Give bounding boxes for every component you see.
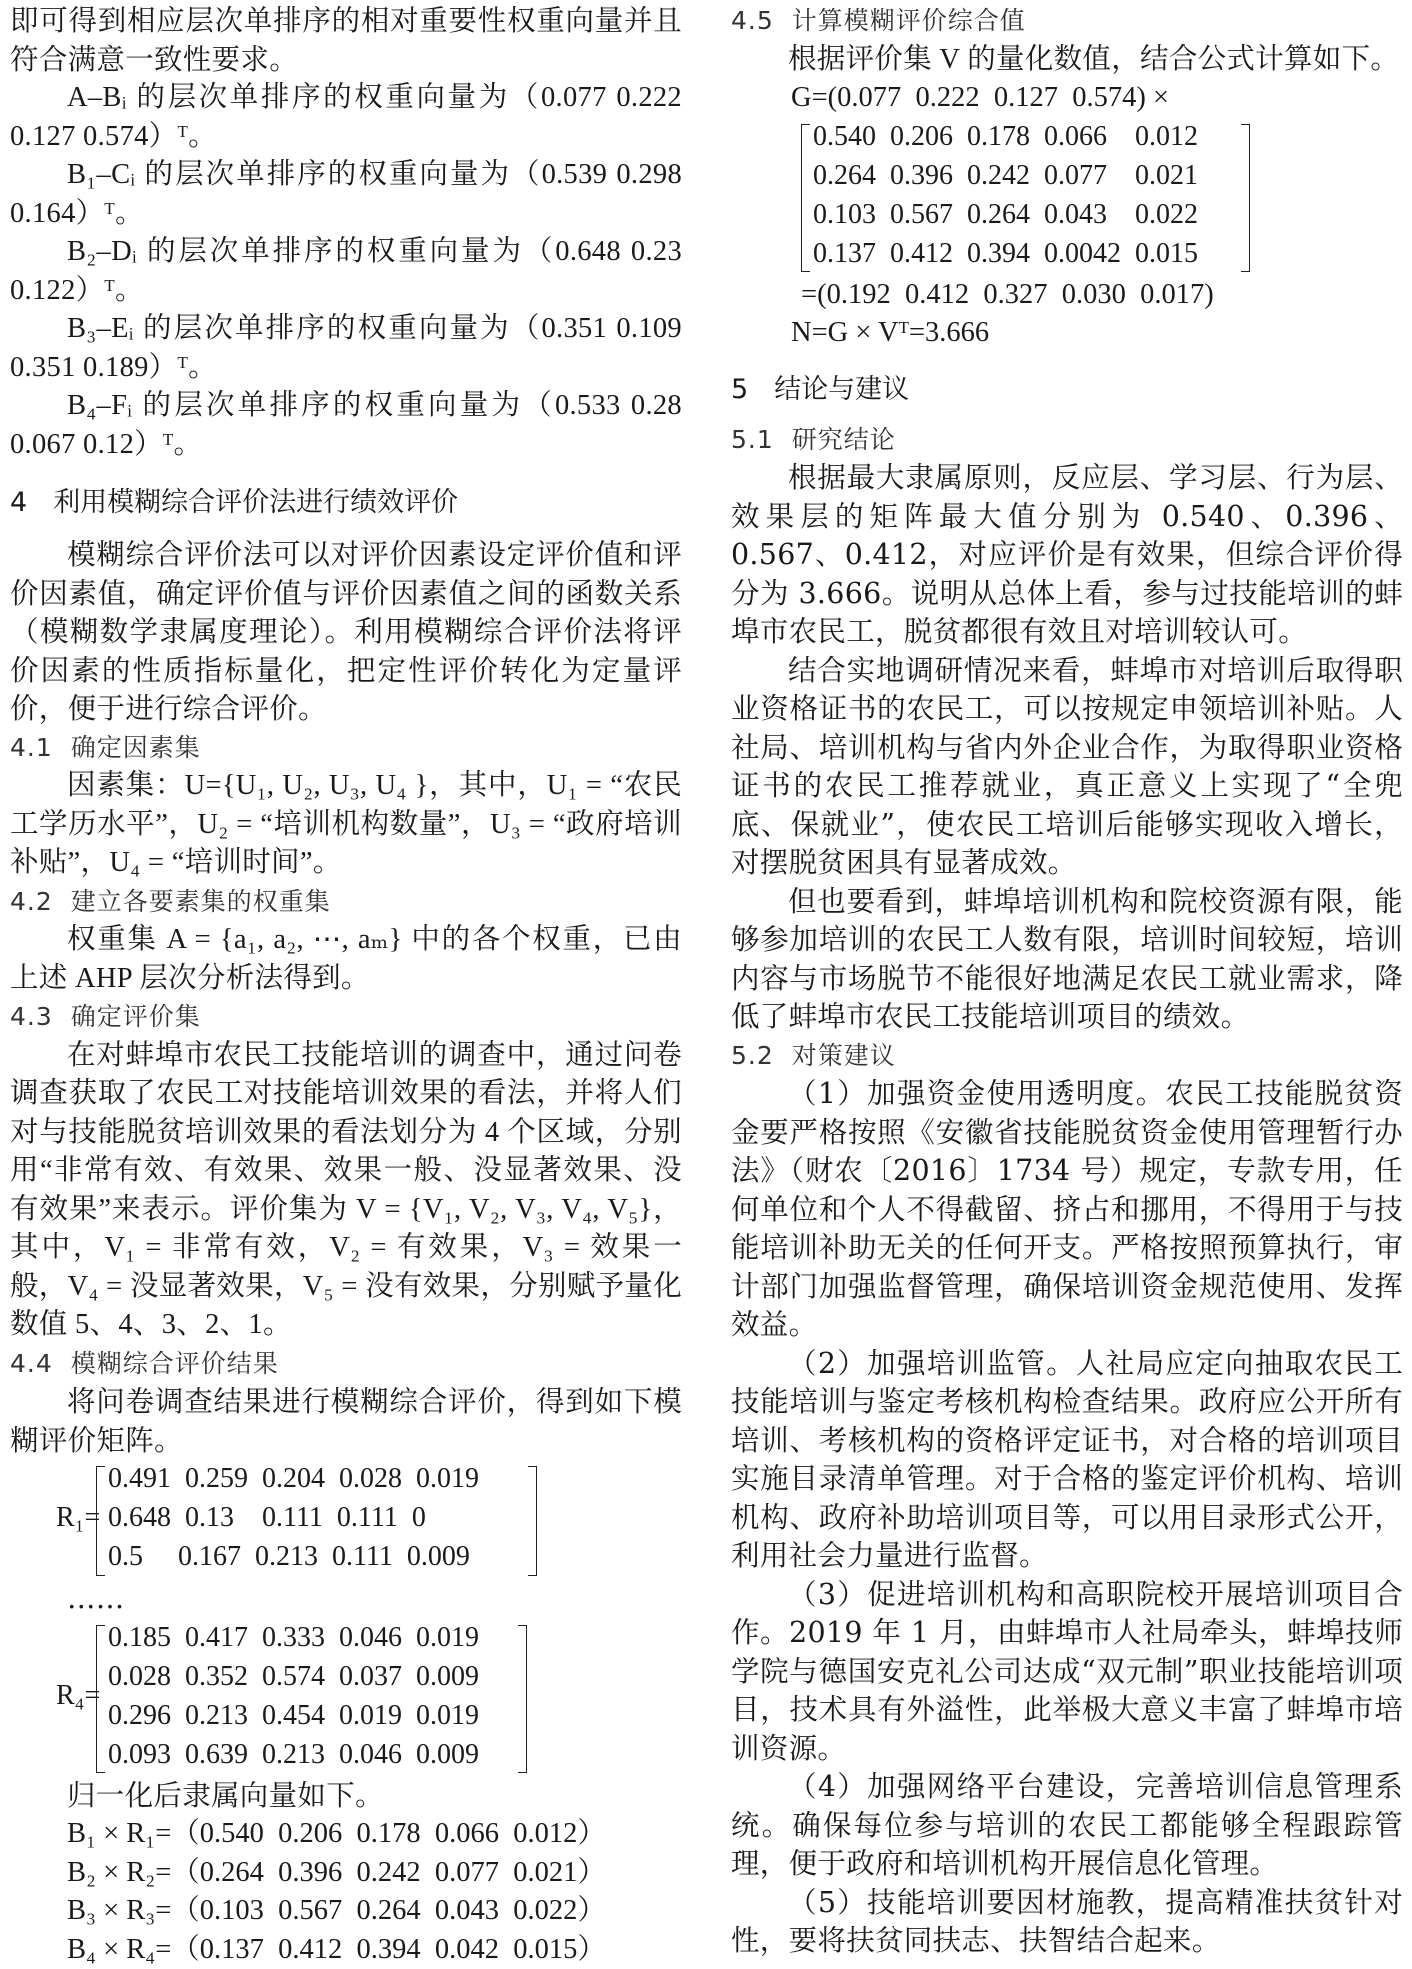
matrix-g: [731, 118, 1403, 276]
matrix-r4-row: 0.185 0.417 0.333 0.046 0.019: [108, 1619, 479, 1658]
matrix-g-row: 0.103 0.567 0.264 0.043 0.022: [813, 196, 1198, 235]
left-column: [10, 0, 682, 1969]
membership-vector-b2: B₂ × R₂=（0.264 0.396 0.242 0.077 0.021）: [10, 1854, 682, 1893]
matrix-r4-row: 0.296 0.213 0.454 0.019 0.019: [108, 1697, 479, 1736]
n-result-line: N=G × Vᵀ=3.666: [731, 314, 1403, 353]
section-5-2-heading: 5.2 对策建议: [731, 1037, 1403, 1076]
weight-vector-b3-e: B₃–Eᵢ 的层次单排序的权重向量为（0.351 0.109 0.351 0.189）ᵀ。: [10, 310, 682, 387]
matrix-g-row: 0.137 0.412 0.394 0.0042 0.015: [813, 235, 1198, 274]
section-5-1-paragraph-1: 根据最大隶属原则，反应层、学习层、行为层、效果层的矩阵最大值分别为 0.540、0.396、0.567、0.412，对应评价是有效果，但综合评价得分为 3.666。说明从总体上看，参与过技能培训的蚌埠市农民工，脱贫都很有效且对培训较认可。: [731, 459, 1403, 652]
matrix-r1-row: 0.491 0.259 0.204 0.028 0.019: [108, 1460, 479, 1499]
membership-vector-b4: B₄ × R₄=（0.137 0.412 0.394 0.042 0.015）: [10, 1931, 682, 1969]
section-4-2-heading: 4.2 建立各要素集的权重集: [10, 883, 682, 922]
membership-vector-b3: B₃ × R₃=（0.103 0.567 0.264 0.043 0.022）: [10, 1892, 682, 1931]
recommendation-1: （1）加强资金使用透明度。农民工技能脱贫资金要严格按照《安徽省技能脱贫资金使用管理暂行办法》（财农〔2016〕1734 号）规定，专款专用，任何单位和个人不得截留、挤占和挪用，不得用于与技能培训补助无关的任何开支。严格按照预算执行，审计部门加强监督管理，确保培训资金规范使用、发挥效益。: [731, 1075, 1403, 1345]
matrix-r4-row: 0.093 0.639 0.213 0.046 0.009: [108, 1736, 479, 1775]
recommendation-3: （3）促进培训机构和高职院校开展培训项目合作。2019 年 1 月，由蚌埠市人社局牵头，蚌埠技师学院与德国安克礼公司达成“双元制”职业技能培训项目，技术具有外溢性，此举极大意义丰富了蚌埠市培训资源。: [731, 1576, 1403, 1769]
weight-vector-a-b: A–Bᵢ 的层次单排序的权重向量为（0.077 0.222 0.127 0.574）ᵀ。: [10, 79, 682, 156]
section-5-1-paragraph-3: 但也要看到，蚌埠培训机构和院校资源有限，能够参加培训的农民工人数有限，培训时间较短，培训内容与市场脱节不能很好地满足农民工就业需求，降低了蚌埠市农民工技能培训项目的绩效。: [731, 883, 1403, 1037]
matrix-r1-label: R₁=: [56, 1499, 100, 1538]
weight-vector-b1-c: B₁–Cᵢ 的层次单排序的权重向量为（0.539 0.298 0.164）ᵀ。: [10, 156, 682, 233]
ellipsis: ……: [10, 1580, 682, 1619]
matrix-r1-row: 0.648 0.13 0.111 0.111 0: [108, 1499, 426, 1538]
section-4-3-paragraph: 在对蚌埠市农民工技能培训的调查中，通过问卷调查获取了农民工对技能培训效果的看法，并将人们对与技能脱贫培训效果的看法划分为 4 个区域，分别用“非常有效、有效果、效果一般、没显著效果、没有效果”来表示。评价集为 V = {V₁, V₂, V₃, V₄, V₅}，其中，V₁ = 非常有效，V₂ = 有效果，V₃ = 效果一般，V₄ = 没显著效果，V₅ = 没有效果，分别赋予量化数值 5、4、3、2、1。: [10, 1037, 682, 1345]
matrix-r4-left-bracket: [96, 1625, 105, 1773]
weight-vector-b4-f: B₄–Fᵢ 的层次单排序的权重向量为（0.533 0.28 0.067 0.12）ᵀ。: [10, 387, 682, 464]
section-4-heading: 4 利用模糊综合评价法进行绩效评价: [10, 484, 682, 522]
matrix-r4-right-bracket: [518, 1625, 527, 1773]
recommendation-2: （2）加强培训监管。人社局应定向抽取农民工技能培训与鉴定考核机构检查结果。政府应公开所有培训、考核机构的资格评定证书，对合格的培训项目实施目录清单管理。对于合格的鉴定评价机构、培训机构、政府补助培训项目等，可以用目录形式公开，利用社会力量进行监督。: [731, 1345, 1403, 1576]
matrix-r4-row: 0.028 0.352 0.574 0.037 0.009: [108, 1658, 479, 1697]
section-5-1-heading: 5.1 研究结论: [731, 421, 1403, 460]
membership-vector-b1: B₁ × R₁=（0.540 0.206 0.178 0.066 0.012）: [10, 1815, 682, 1854]
section-4-1-paragraph: 因素集：U={U₁, U₂, U₃, U₄ }，其中，U₁ = “农民工学历水平”，U₂ = “培训机构数量”，U₃ = “政府培训补贴”，U₄ = “培训时间”。: [10, 767, 682, 883]
g-result-line: =(0.192 0.412 0.327 0.030 0.017): [731, 276, 1403, 315]
matrix-g-row: 0.540 0.206 0.178 0.066 0.012: [813, 118, 1198, 157]
matrix-r1-right-bracket: [528, 1466, 537, 1576]
section-4-3-heading: 4.3 确定评价集: [10, 998, 682, 1037]
matrix-g-left-bracket: [801, 124, 810, 272]
section-4-2-paragraph: 权重集 A = {a₁, a₂, ⋯, aₘ} 中的各个权重，已由上述 AHP 层次分析法得到。: [10, 921, 682, 998]
intro-paragraph: 即可得到相应层次单排序的相对重要性权重向量并且符合满意一致性要求。: [10, 2, 682, 79]
matrix-r4: [10, 1619, 682, 1777]
section-4-4-paragraph: 将问卷调查结果进行模糊综合评价，得到如下模糊评价矩阵。: [10, 1383, 682, 1460]
section-4-5-heading: 4.5 计算模糊评价综合值: [731, 2, 1403, 41]
weight-vector-b2-d: B₂–Dᵢ 的层次单排序的权重向量为（0.648 0.23 0.122）ᵀ。: [10, 233, 682, 310]
matrix-r1-row: 0.5 0.167 0.213 0.111 0.009: [108, 1538, 470, 1577]
normalized-vector-intro: 归一化后隶属向量如下。: [10, 1777, 682, 1816]
g-formula-line: G=(0.077 0.222 0.127 0.574) ×: [731, 79, 1403, 118]
section-4-5-paragraph: 根据评价集 V 的量化数值，结合公式计算如下。: [731, 41, 1403, 80]
recommendation-5: （5）技能培训要因材施教，提高精准扶贫针对性，要将扶贫同扶志、扶智结合起来。: [731, 1884, 1403, 1961]
section-5-heading: 5 结论与建议: [731, 371, 1403, 409]
section-4-paragraph: 模糊综合评价法可以对评价因素设定评价值和评价因素值，确定评价值与评价因素值之间的函数关系（模糊数学隶属度理论）。利用模糊综合评价法将评价因素的性质指标量化，把定性评价转化为定量评价，便于进行综合评价。: [10, 536, 682, 729]
recommendation-4: （4）加强网络平台建设，完善培训信息管理系统。确保每位参与培训的农民工都能够全程跟踪管理，便于政府和培训机构开展信息化管理。: [731, 1768, 1403, 1884]
matrix-r1: [10, 1460, 682, 1580]
matrix-r1-left-bracket: [96, 1466, 105, 1576]
matrix-g-row: 0.264 0.396 0.242 0.077 0.021: [813, 157, 1198, 196]
matrix-g-right-bracket: [1241, 124, 1250, 272]
matrix-r4-label: R₄=: [56, 1677, 100, 1716]
section-4-4-heading: 4.4 模糊综合评价结果: [10, 1345, 682, 1384]
section-4-1-heading: 4.1 确定因素集: [10, 729, 682, 768]
section-5-1-paragraph-2: 结合实地调研情况来看，蚌埠市对培训后取得职业资格证书的农民工，可以按规定申领培训补贴。人社局、培训机构与省内外企业合作，为取得职业资格证书的农民工推荐就业，真正意义上实现了“全兜底、保就业”，使农民工培训后能够实现收入增长，对摆脱贫困具有显著成效。: [731, 652, 1403, 883]
right-column: [731, 0, 1403, 1961]
